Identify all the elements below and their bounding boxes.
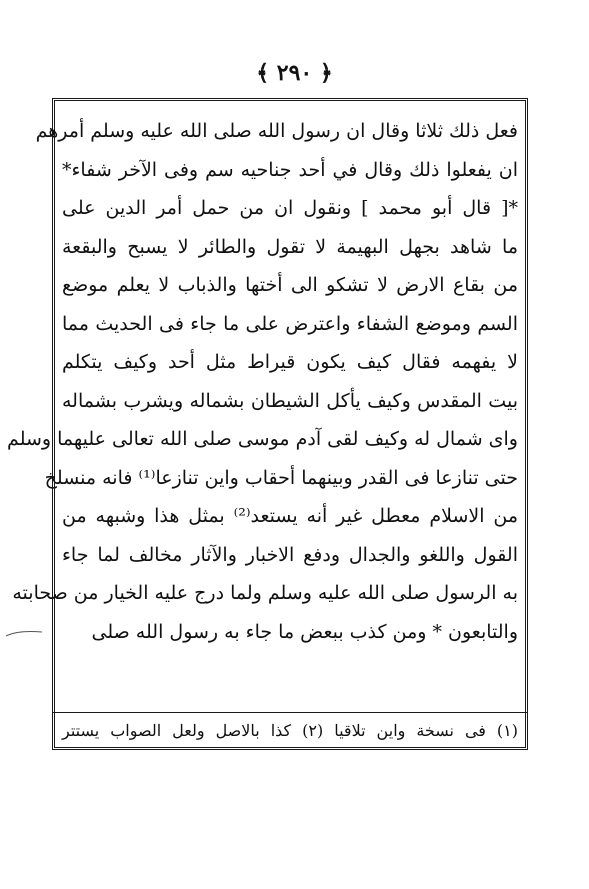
text-line: من الاسلام معطل غير أنه يستعد⁽²⁾ بمثل هذا وشبهه من xyxy=(62,505,518,527)
text-line: لا يفهمه فقال كيف يكون قيراط مثل أحد وكيف يتكلم xyxy=(62,351,518,373)
text-line: حتى تنازعا فى القدر وبينهما أحقاب واين تنازعا⁽¹⁾ فانه منسلخ xyxy=(44,466,518,489)
text-line: به الرسول صلى الله عليه وسلم ولما درج عليه الخيار من صحابته xyxy=(12,582,518,604)
margin-mark xyxy=(4,628,44,638)
text-line: ان يفعلوا ذلك وقال في أحد جناحيه سم وفى الآخر شفاء* xyxy=(62,158,518,181)
footnote-separator xyxy=(52,712,528,713)
text-line: السم وموضع الشفاء واعترض على ما جاء فى الحديث مما xyxy=(62,312,518,335)
text-line: واى شمال له وكيف لقى آدم موسى صلى الله تعالى عليهما وسلم xyxy=(7,428,518,450)
page-number: ﴿ ٢٩٠ ﴾ xyxy=(256,60,333,86)
text-line: فعل ذلك ثلاثا وقال ان رسول الله صلى الله عليه وسلم أمرهم xyxy=(35,120,518,142)
text-line: بيت المقدس وكيف يأكل الشيطان بشماله ويشرب بشماله xyxy=(62,389,518,412)
text-line: القول واللغو والجدال ودفع الاخبار والآثار مخالف لما جاء xyxy=(62,543,518,566)
text-line: والتابعون * ومن كذب ببعض ما جاء به رسول الله صلى xyxy=(91,620,518,643)
text-line: من بقاع الارض لا تشكو الى أختها والذباب لا يعلم موضع xyxy=(62,274,518,296)
footnote: (١) فى نسخة واين تلاقيا (٢) كذا بالاصل ولعل الصواب يستتر xyxy=(62,721,519,740)
text-line: ما شاهد بجهل البهيمة لا تقول والطائر لا يسبح والبقعة xyxy=(62,235,518,258)
body-text xyxy=(7,112,518,651)
text-line: *[ قال أبو محمد ] ونقول ان من حمل أمر الدين على xyxy=(62,197,518,219)
